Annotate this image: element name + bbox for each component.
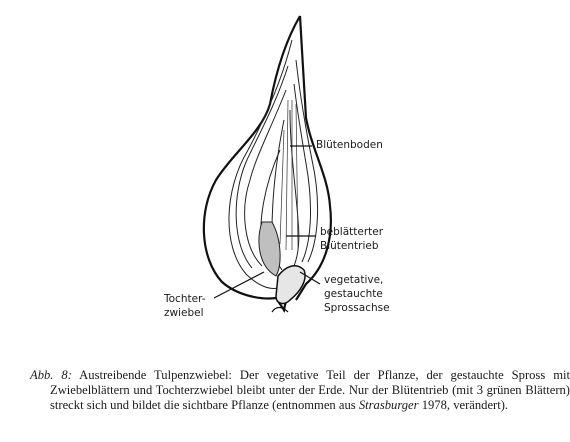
caption-source-author: Strasburger	[358, 398, 419, 412]
label-tochterzwiebel-line1: Tochter-	[164, 293, 206, 305]
figure-caption	[30, 368, 570, 413]
stem-base	[276, 266, 305, 304]
bulb-outline	[204, 16, 300, 310]
bulb-outline-right	[296, 16, 331, 300]
label-sprossachse	[324, 273, 390, 315]
daughter-bulb	[259, 222, 280, 276]
label-sprossachse-line2: gestauchte	[324, 288, 383, 300]
label-sprossachse-line1: vegetative,	[324, 274, 384, 286]
caption-figure-number: Abb. 8:	[30, 368, 72, 382]
label-tochterzwiebel-line2: zwiebel	[164, 307, 204, 319]
label-bluetentrieb	[320, 225, 383, 253]
label-sprossachse-line3: Sprossachse	[324, 302, 390, 314]
caption-text-end: 1978, verändert).	[421, 398, 509, 412]
caption-text: Austreibende Tulpenzwiebel: Der vegetative Teil der Pflanze, der gestauchte Spross mit Zwiebelblättern und Tochterzwiebel bleibt unter der Erde. Nur der Blütentrieb (mit 3 grünen Blättern) streckt sich und bildet die sichtbare Pflanze (entnommen aus	[50, 368, 570, 412]
label-bluetentrieb-line1: beblätterter	[320, 226, 384, 238]
label-bluetenboden	[316, 138, 383, 152]
flower-shoot	[280, 100, 298, 250]
label-bluetentrieb-line2: Blütentrieb	[320, 240, 379, 252]
leader-tochterzwiebel	[214, 272, 264, 298]
label-tochterzwiebel	[164, 292, 206, 320]
label-bluetenboden-text: Blütenboden	[316, 139, 383, 151]
